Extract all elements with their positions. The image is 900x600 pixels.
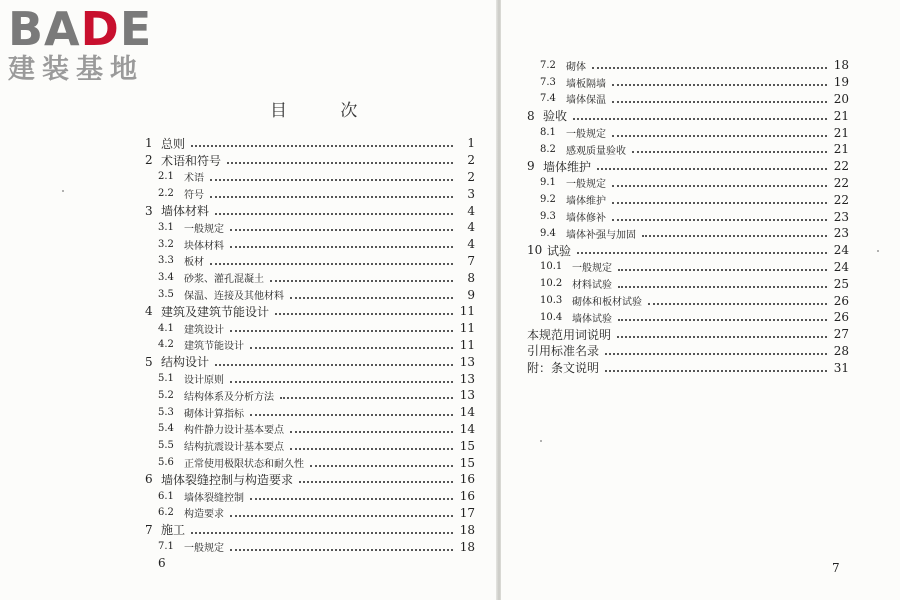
- toc-section-row[interactable]: [527, 208, 849, 225]
- toc-entry-number: 3: [145, 203, 153, 218]
- toc-entry-title: 符号: [184, 190, 204, 202]
- toc-section-row[interactable]: [145, 437, 475, 454]
- toc-section-row[interactable]: [527, 292, 849, 309]
- toc-entry-number: 7: [145, 522, 153, 537]
- toc-chapter-row[interactable]: [145, 135, 475, 152]
- toc-dot-leader: [648, 303, 827, 305]
- toc-entry-number: 6.1: [158, 490, 174, 502]
- toc-entry-number: 7.3: [540, 76, 556, 88]
- toc-entry-title: 块体材料: [184, 240, 224, 252]
- toc-chapter-row[interactable]: [527, 242, 849, 259]
- toc-entry-title: 墙体维护: [543, 159, 592, 174]
- toc-entry-page: 23: [833, 226, 849, 241]
- toc-chapter-row[interactable]: [145, 303, 475, 320]
- toc-entry-title: 建筑及建筑节能设计: [161, 304, 270, 319]
- toc-dot-leader: [612, 84, 827, 86]
- toc-entry-page: 31: [833, 360, 849, 375]
- toc-entry-page: 2: [467, 153, 475, 168]
- toc-entry-number: 4: [145, 304, 153, 319]
- toc-section-row[interactable]: [527, 225, 849, 242]
- toc-dot-leader: [230, 381, 453, 383]
- toc-entry-title: 一般规定: [184, 543, 224, 555]
- toc-dot-leader: [612, 219, 827, 221]
- toc-entry-number: 5.3: [158, 406, 174, 418]
- toc-entry-title: 一般规定: [184, 223, 224, 235]
- logo-wordmark: [8, 2, 178, 56]
- toc-entry-title: 施工: [161, 523, 186, 538]
- toc-entry-number: 9.3: [540, 211, 556, 223]
- toc-entry-page: 26: [833, 293, 849, 308]
- toc-section-row[interactable]: [145, 337, 475, 354]
- toc-entry-page: 15: [459, 438, 475, 453]
- toc-entry-page: 15: [459, 455, 475, 470]
- toc-entry-title: 试验: [547, 243, 572, 258]
- toc-entry-page: 18: [459, 539, 475, 554]
- toc-entry-number: 3.2: [158, 238, 174, 250]
- toc-entry-title: 墙体材料: [161, 204, 210, 219]
- toc-entry-number: 3.3: [158, 255, 174, 267]
- toc-appendix-row[interactable]: [527, 343, 849, 360]
- toc-dot-leader: [230, 515, 453, 517]
- toc-dot-leader: [642, 235, 827, 237]
- toc-entry-page: 26: [833, 310, 849, 325]
- toc-entry-number: 5.4: [158, 423, 174, 435]
- toc-entry-page: 13: [459, 388, 475, 403]
- toc-dot-leader: [191, 532, 453, 534]
- toc-section-row[interactable]: [145, 454, 475, 471]
- toc-entry-title: 本规范用词说明: [527, 327, 612, 342]
- toc-entry-page: 28: [833, 343, 849, 358]
- toc-dot-leader: [290, 297, 453, 299]
- toc-chapter-row[interactable]: [527, 107, 849, 124]
- toc-entry-title: 建筑节能设计: [184, 341, 244, 353]
- toc-dot-leader: [230, 229, 453, 231]
- toc-entry-number: 9.4: [540, 227, 556, 239]
- toc-entry-page: 21: [833, 108, 849, 123]
- toc-entry-number: 5: [145, 354, 153, 369]
- toc-entry-title: 术语: [184, 173, 204, 185]
- page-number-right: 7: [832, 561, 840, 575]
- toc-entry-page: 8: [467, 270, 475, 285]
- toc-section-row[interactable]: [145, 169, 475, 186]
- toc-dot-leader: [632, 151, 827, 153]
- toc-entry-title: 砌体: [566, 61, 586, 73]
- toc-entry-page: 22: [833, 159, 849, 174]
- toc-dot-leader: [215, 213, 453, 215]
- toc-entry-page: 25: [833, 276, 849, 291]
- toc-entry-number: 9.2: [540, 194, 556, 206]
- toc-entry-number: 2.2: [158, 188, 174, 200]
- scan-speck: [877, 250, 879, 252]
- toc-entry-page: 16: [459, 472, 475, 487]
- toc-section-row[interactable]: [145, 421, 475, 438]
- toc-entry-title: 墙体维护: [566, 196, 606, 208]
- toc-dot-leader: [290, 431, 453, 433]
- toc-appendix-row[interactable]: [527, 326, 849, 343]
- toc-entry-title: 正常使用极限状态和耐久性: [184, 459, 304, 471]
- toc-entry-title: 保温、连接及其他材料: [184, 291, 284, 303]
- toc-dot-leader: [597, 168, 827, 170]
- toc-entry-number: 7.1: [158, 541, 174, 553]
- toc-dot-leader: [618, 319, 827, 321]
- toc-dot-leader: [230, 330, 453, 332]
- toc-entry-page: 4: [467, 220, 475, 235]
- toc-entry-page: 1: [467, 136, 475, 151]
- toc-dot-leader: [612, 101, 827, 103]
- toc-section-row[interactable]: [527, 175, 849, 192]
- toc-section-row[interactable]: [145, 404, 475, 421]
- toc-entry-page: 24: [833, 259, 849, 274]
- toc-section-row[interactable]: [527, 124, 849, 141]
- toc-entry-title: 设计原则: [184, 375, 224, 387]
- toc-entry-title: 一般规定: [566, 179, 606, 191]
- toc-section-row[interactable]: [527, 91, 849, 108]
- toc-dot-leader: [310, 465, 453, 467]
- toc-entry-title: 术语和符号: [161, 153, 222, 168]
- logo-subtitle: 建装基地: [8, 54, 144, 85]
- toc-entry-number: 5.2: [158, 389, 174, 401]
- toc-entry-page: 20: [833, 91, 849, 106]
- toc-entry-title: 一般规定: [566, 129, 606, 141]
- toc-dot-leader: [270, 280, 453, 282]
- toc-entry-page: 7: [467, 253, 475, 268]
- toc-dot-leader: [592, 67, 827, 69]
- logo-wordmark-suffix: E: [119, 2, 153, 56]
- toc-entry-number: 5.1: [158, 373, 174, 385]
- scan-speck: [62, 190, 64, 192]
- toc-entry-number: 8.1: [540, 127, 556, 139]
- toc-entry-number: 7.4: [540, 93, 556, 105]
- toc-dot-leader: [605, 370, 827, 372]
- toc-title: 目 次: [270, 101, 382, 121]
- toc-entry-title: 墙体补强与加固: [566, 229, 636, 241]
- logo-wordmark-prefix: BA: [8, 2, 81, 56]
- toc-chapter-row[interactable]: [145, 521, 475, 538]
- toc-list-right: [527, 57, 849, 376]
- toc-entry-number: 8.2: [540, 143, 556, 155]
- toc-entry-page: 18: [459, 522, 475, 537]
- toc-entry-title: 砂浆、灌孔混凝土: [184, 274, 264, 286]
- toc-entry-page: 22: [833, 192, 849, 207]
- toc-entry-page: 22: [833, 175, 849, 190]
- toc-entry-number: 6.2: [158, 507, 174, 519]
- toc-entry-title: 砌体计算指标: [184, 408, 244, 420]
- toc-dot-leader: [290, 448, 453, 450]
- toc-dot-leader: [577, 252, 827, 254]
- toc-section-row[interactable]: [145, 505, 475, 522]
- toc-dot-leader: [250, 347, 453, 349]
- page-number-left: 6: [158, 556, 166, 570]
- toc-entry-title: 一般规定: [572, 263, 612, 275]
- toc-entry-page: 23: [833, 209, 849, 224]
- toc-dot-leader: [612, 135, 827, 137]
- toc-section-row[interactable]: [145, 320, 475, 337]
- toc-entry-title: 构件静力设计基本要点: [184, 425, 284, 437]
- toc-entry-number: 10.2: [540, 278, 563, 290]
- toc-entry-number: 10: [527, 243, 543, 258]
- toc-entry-number: 5.6: [158, 457, 174, 469]
- toc-entry-number: 7.2: [540, 59, 556, 71]
- toc-entry-page: 24: [833, 243, 849, 258]
- toc-entry-number: 9: [527, 159, 535, 174]
- toc-entry-number: 8: [527, 108, 535, 123]
- toc-entry-page: 17: [459, 505, 475, 520]
- toc-dot-leader: [250, 498, 453, 500]
- toc-section-row[interactable]: [145, 219, 475, 236]
- toc-entry-page: 13: [459, 371, 475, 386]
- toc-entry-number: 10.4: [540, 311, 563, 323]
- toc-entry-title: 验收: [543, 109, 568, 124]
- toc-section-row[interactable]: [527, 141, 849, 158]
- toc-section-row[interactable]: [145, 185, 475, 202]
- toc-dot-leader: [230, 246, 453, 248]
- toc-dot-leader: [191, 145, 453, 147]
- toc-entry-title: 墙体裂缝控制与构造要求: [161, 472, 294, 487]
- toc-entry-title: 墙板隔墙: [566, 78, 606, 90]
- toc-chapter-row[interactable]: [145, 202, 475, 219]
- toc-entry-title: 结构设计: [161, 355, 210, 370]
- toc-entry-number: 1: [145, 136, 153, 151]
- toc-dot-leader: [299, 481, 453, 483]
- logo-wordmark-accent: D: [80, 2, 120, 56]
- toc-entry-number: 4.2: [158, 339, 174, 351]
- toc-entry-number: 9.1: [540, 177, 556, 189]
- toc-entry-title: 附：条文说明: [527, 361, 600, 376]
- toc-dot-leader: [230, 549, 453, 551]
- toc-entry-title: 板材: [184, 257, 204, 269]
- toc-section-row[interactable]: [145, 488, 475, 505]
- toc-appendix-row[interactable]: [527, 359, 849, 376]
- toc-entry-title: 材料试验: [572, 280, 612, 292]
- toc-dot-leader: [618, 269, 827, 271]
- toc-dot-leader: [617, 336, 827, 338]
- toc-entry-title: 构造要求: [184, 509, 224, 521]
- toc-entry-page: 11: [459, 337, 475, 352]
- toc-entry-title: 引用标准名录: [527, 344, 600, 359]
- toc-section-row[interactable]: [145, 370, 475, 387]
- toc-section-row[interactable]: [527, 57, 849, 74]
- toc-entry-page: 2: [467, 169, 475, 184]
- toc-entry-page: 11: [459, 321, 475, 336]
- toc-chapter-row[interactable]: [145, 152, 475, 169]
- toc-entry-title: 墙体保温: [566, 95, 606, 107]
- toc-entry-page: 3: [467, 186, 475, 201]
- toc-section-row[interactable]: [527, 74, 849, 91]
- toc-section-row[interactable]: [145, 269, 475, 286]
- toc-entry-page: 4: [467, 237, 475, 252]
- toc-entry-page: 14: [459, 421, 475, 436]
- toc-dot-leader: [612, 185, 827, 187]
- toc-section-row[interactable]: [527, 309, 849, 326]
- toc-section-row[interactable]: [145, 236, 475, 253]
- toc-dot-leader: [215, 364, 453, 366]
- toc-entry-title: 砌体和板材试验: [572, 297, 642, 309]
- scan-speck: [540, 440, 542, 442]
- toc-entry-number: 3.4: [158, 272, 174, 284]
- toc-entry-page: 13: [459, 354, 475, 369]
- toc-entry-number: 5.5: [158, 440, 174, 452]
- toc-chapter-row[interactable]: [145, 471, 475, 488]
- toc-entry-number: 6: [145, 472, 153, 487]
- toc-dot-leader: [605, 353, 827, 355]
- bade-logo: [8, 2, 178, 86]
- toc-entry-title: 墙体试验: [572, 313, 612, 325]
- toc-entry-number: 10.1: [540, 261, 563, 273]
- toc-entry-number: 10.3: [540, 295, 563, 307]
- toc-dot-leader: [210, 196, 453, 198]
- toc-entry-title: 建筑设计: [184, 324, 224, 336]
- toc-section-row[interactable]: [145, 253, 475, 270]
- toc-entry-page: 14: [459, 405, 475, 420]
- toc-entry-number: 2.1: [158, 171, 174, 183]
- toc-section-row[interactable]: [145, 286, 475, 303]
- toc-entry-title: 墙体修补: [566, 213, 606, 225]
- toc-dot-leader: [612, 202, 827, 204]
- toc-section-row[interactable]: [145, 538, 475, 555]
- toc-entry-title: 结构体系及分析方法: [184, 391, 274, 403]
- toc-dot-leader: [618, 286, 827, 288]
- toc-dot-leader: [210, 263, 453, 265]
- toc-section-row[interactable]: [527, 259, 849, 276]
- toc-dot-leader: [210, 179, 453, 181]
- toc-entry-page: 19: [833, 75, 849, 90]
- toc-chapter-row[interactable]: [145, 353, 475, 370]
- toc-chapter-row[interactable]: [527, 158, 849, 175]
- toc-entry-page: 21: [833, 142, 849, 157]
- toc-entry-number: 3.5: [158, 289, 174, 301]
- toc-entry-page: 27: [833, 327, 849, 342]
- toc-entry-page: 18: [833, 58, 849, 73]
- toc-entry-title: 总则: [161, 136, 186, 151]
- toc-entry-page: 21: [833, 125, 849, 140]
- toc-entry-page: 16: [459, 489, 475, 504]
- toc-entry-page: 9: [467, 287, 475, 302]
- toc-section-row[interactable]: [145, 387, 475, 404]
- toc-dot-leader: [250, 414, 453, 416]
- toc-section-row[interactable]: [527, 191, 849, 208]
- toc-section-row[interactable]: [527, 275, 849, 292]
- toc-dot-leader: [573, 118, 827, 120]
- toc-dot-leader: [280, 397, 453, 399]
- toc-entry-number: 4.1: [158, 322, 174, 334]
- toc-entry-title: 结构抗震设计基本要点: [184, 442, 284, 454]
- toc-entry-number: 2: [145, 153, 153, 168]
- toc-entry-page: 11: [459, 304, 475, 319]
- toc-dot-leader: [275, 313, 453, 315]
- toc-entry-title: 感观质量验收: [566, 145, 626, 157]
- toc-entry-page: 4: [467, 203, 475, 218]
- toc-entry-number: 3.1: [158, 221, 174, 233]
- toc-entry-title: 墙体裂缝控制: [184, 492, 244, 504]
- toc-dot-leader: [227, 162, 453, 164]
- toc-list-left: [145, 135, 475, 555]
